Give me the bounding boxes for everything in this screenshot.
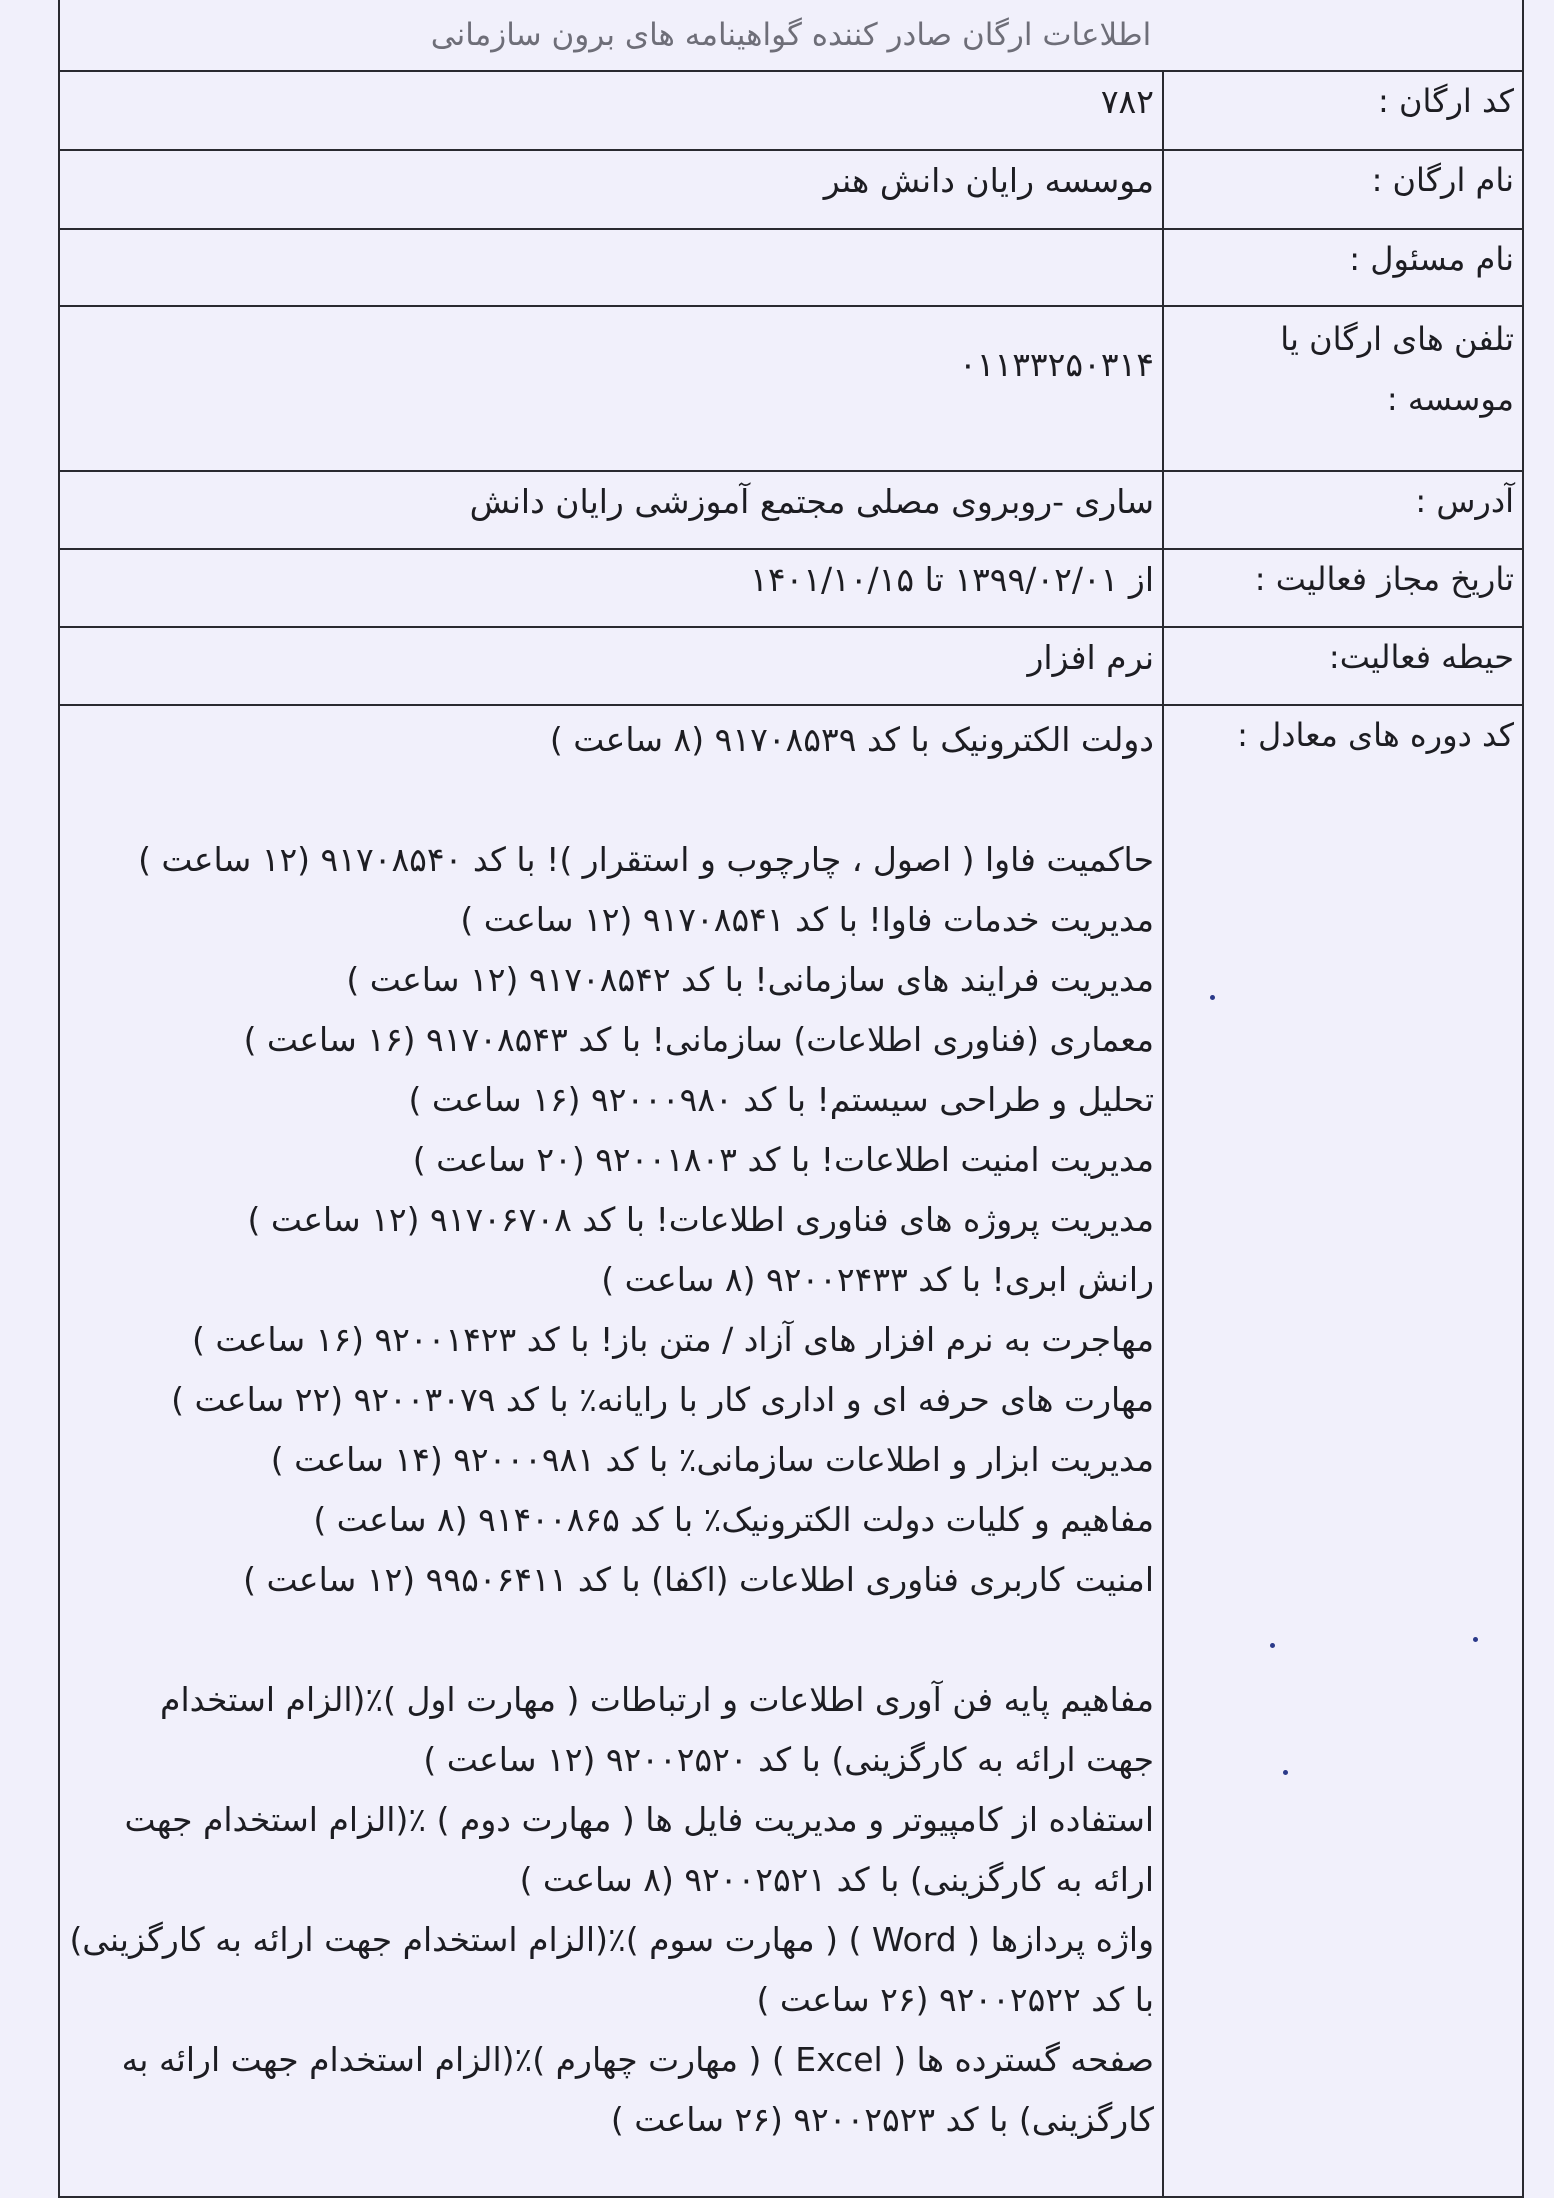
organization-info-table xyxy=(58,0,1524,2198)
org-name-label: نام ارگان : xyxy=(1163,150,1523,229)
table-row xyxy=(59,471,1523,549)
course-line: مدیریت پروژه های فناوری اطلاعات! با کد ۹۱۷۰۶۷۰۸ (۱۲ ساعت ) xyxy=(247,1200,1155,1239)
course-line: جهت ارائه به کارگزینی) با کد ۹۲۰۰۲۵۲۰ (۱۲ ساعت ) xyxy=(423,1740,1155,1779)
org-name-value: موسسه رایان دانش هنر xyxy=(59,150,1163,229)
course-line: استفاده از کامپیوتر و مدیریت فایل ها ( مهارت دوم ) ٪(الزام استخدام جهت xyxy=(124,1800,1155,1839)
responsible-label: نام مسئول : xyxy=(1163,229,1523,306)
course-line: امنیت کاربری فناوری اطلاعات (اکفا) با کد ۹۹۵۰۶۴۱۱ (۱۲ ساعت ) xyxy=(243,1560,1155,1599)
phone-value: ۰۱۱۳۳۲۵۰۳۱۴ xyxy=(59,306,1163,471)
course-line: مهارت های حرفه ای و اداری کار با رایانه٪ با کد ۹۲۰۰۳۰۷۹ (۲۲ ساعت ) xyxy=(171,1380,1155,1419)
course-line: حاکمیت فاوا ( اصول ، چارچوب و استقرار )! با کد ۹۱۷۰۸۵۴۰ (۱۲ ساعت ) xyxy=(138,840,1155,879)
table-row xyxy=(59,627,1523,705)
course-line: مهاجرت به نرم افزار های آزاد / متن باز! با کد ۹۲۰۰۱۴۲۳ (۱۶ ساعت ) xyxy=(191,1320,1155,1359)
courses-list xyxy=(59,705,1163,2197)
course-line: ارائه به کارگزینی) با کد ۹۲۰۰۲۵۲۱ (۸ ساعت ) xyxy=(519,1860,1155,1899)
phone-label xyxy=(1163,306,1523,471)
table-row xyxy=(59,71,1523,150)
course-line: تحلیل و طراحی سیستم! با کد ۹۲۰۰۰۹۸۰ (۱۶ ساعت ) xyxy=(408,1080,1155,1119)
phone-label-line1: تلفن های ارگان یا xyxy=(1280,320,1515,358)
org-code-value: ۷۸۲ xyxy=(59,71,1163,150)
table-row xyxy=(59,306,1523,471)
course-line: معماری (فناوری اطلاعات) سازمانی! با کد ۹۱۷۰۸۵۴۳ (۱۶ ساعت ) xyxy=(243,1020,1155,1059)
table-row xyxy=(59,705,1523,2197)
course-line: کارگزینی) با کد ۹۲۰۰۲۵۲۳ (۲۶ ساعت ) xyxy=(610,2100,1155,2139)
course-line: صفحه گسترده ها ( Excel ) ( مهارت چهارم )٪(الزام استخدام جهت ارائه به xyxy=(121,2040,1155,2079)
address-label: آدرس : xyxy=(1163,471,1523,549)
scan-speck xyxy=(1270,1643,1275,1648)
activity-scope-label: حیطه فعالیت: xyxy=(1163,627,1523,705)
course-line: مدیریت فرایند های سازمانی! با کد ۹۱۷۰۸۵۴۲ (۱۲ ساعت ) xyxy=(346,960,1155,999)
course-line: رانش ابری! با کد ۹۲۰۰۲۴۳۳ (۸ ساعت ) xyxy=(601,1260,1155,1299)
course-line: با کد ۹۲۰۰۲۵۲۲ (۲۶ ساعت ) xyxy=(756,1980,1155,2019)
course-line: مدیریت امنیت اطلاعات! با کد ۹۲۰۰۱۸۰۳ (۲۰ ساعت ) xyxy=(412,1140,1155,1179)
scan-speck xyxy=(1473,1637,1478,1642)
table-row xyxy=(59,229,1523,306)
activity-date-label: تاریخ مجاز فعالیت : xyxy=(1163,549,1523,627)
course-line: مفاهیم پایه فن آوری اطلاعات و ارتباطات ( مهارت اول )٪(الزام استخدام xyxy=(160,1680,1155,1719)
courses-label: کد دوره های معادل : xyxy=(1163,705,1523,2197)
course-gap xyxy=(60,770,1154,830)
table-title: اطلاعات ارگان صادر کننده گواهینامه های برون سازمانی xyxy=(59,0,1523,71)
course-line: مدیریت خدمات فاوا! با کد ۹۱۷۰۸۵۴۱ (۱۲ ساعت ) xyxy=(460,900,1155,939)
scan-speck xyxy=(1210,995,1215,1000)
table-row xyxy=(59,549,1523,627)
activity-scope-value: نرم افزار xyxy=(59,627,1163,705)
course-gap xyxy=(60,1610,1154,1670)
scan-speck xyxy=(1283,1770,1288,1775)
responsible-value xyxy=(59,229,1163,306)
course-line: مدیریت ابزار و اطلاعات سازمانی٪ با کد ۹۲۰۰۰۹۸۱ (۱۴ ساعت ) xyxy=(270,1440,1155,1479)
phone-label-line2: موسسه : xyxy=(1386,380,1515,418)
address-value: ساری -روبروی مصلی مجتمع آموزشی رایان دانش xyxy=(59,471,1163,549)
course-line: دولت الکترونیک با کد ۹۱۷۰۸۵۳۹ (۸ ساعت ) xyxy=(549,720,1155,759)
activity-date-value: از ۱۳۹۹/۰۲/۰۱ تا ۱۴۰۱/۱۰/۱۵ xyxy=(59,549,1163,627)
course-line: واژه پردازها ( Word ) ( مهارت سوم )٪(الزام استخدام جهت ارائه به کارگزینی) xyxy=(69,1920,1155,1959)
org-code-label: کد ارگان : xyxy=(1163,71,1523,150)
course-line: مفاهیم و کلیات دولت الکترونیک٪ با کد ۹۱۴۰۰۸۶۵ (۸ ساعت ) xyxy=(313,1500,1155,1539)
table-row xyxy=(59,150,1523,229)
